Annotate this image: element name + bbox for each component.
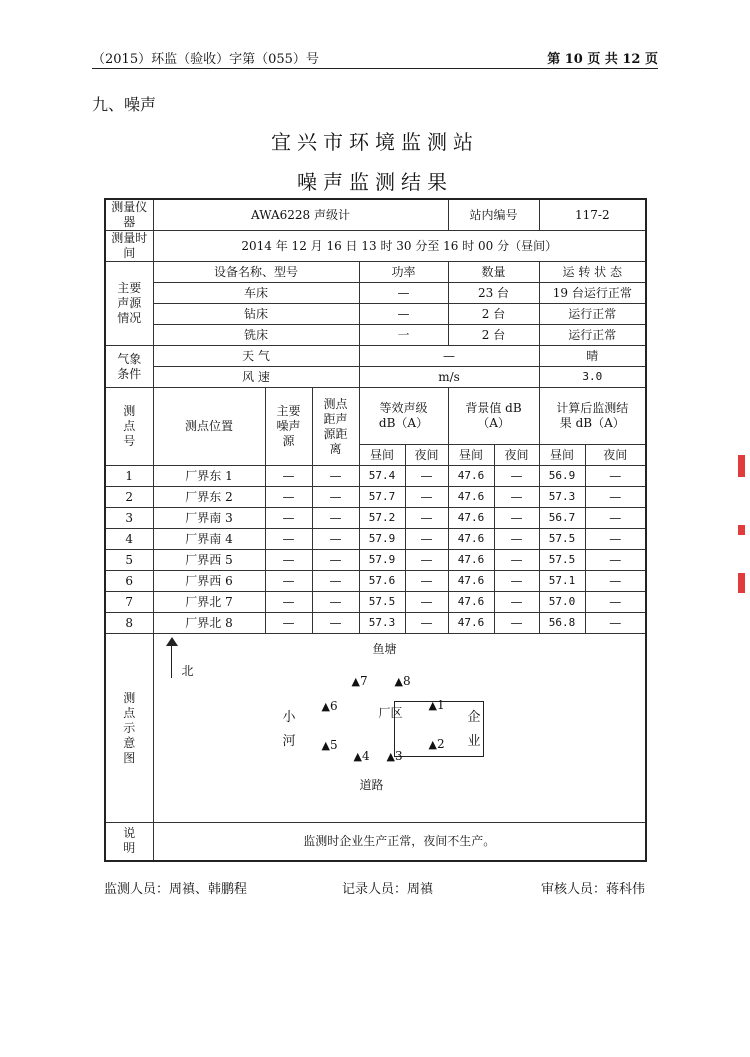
bg-night: —: [494, 613, 539, 634]
organization-title: 宜兴市环境监测站: [271, 130, 479, 154]
triangle-marker-icon: ▲: [321, 700, 330, 713]
eq-day: 57.3: [359, 613, 405, 634]
weather-value: 3.0: [539, 367, 646, 388]
source-power: —: [359, 283, 448, 304]
source-distance: —: [312, 613, 359, 634]
main-source: —: [265, 487, 312, 508]
weather-unit: m/s: [359, 367, 539, 388]
calc-night: —: [585, 571, 646, 592]
note-row: [105, 823, 646, 861]
header-main-source: 主要噪声源: [265, 388, 312, 466]
header-point-no: 测点号: [105, 388, 153, 466]
page-header: [92, 46, 658, 66]
point-4-marker: ▲4: [353, 749, 370, 763]
point-number: 7: [105, 592, 153, 613]
report-title: 噪声监测结果: [297, 170, 453, 194]
triangle-marker-icon: ▲: [321, 739, 330, 752]
header-calculated: 计算后监测结果 dB（A）: [539, 388, 646, 445]
point-number: 2: [105, 487, 153, 508]
bg-day: 47.6: [448, 571, 494, 592]
result-row: [105, 550, 646, 571]
header-eq-night: 夜间: [405, 445, 448, 466]
section-title: 九、噪声: [92, 95, 157, 114]
triangle-marker-icon: ▲: [394, 675, 403, 688]
calc-day: 56.7: [539, 508, 585, 529]
main-source: —: [265, 592, 312, 613]
bg-night: —: [494, 571, 539, 592]
point-position: 厂界北 7: [153, 592, 265, 613]
eq-night: —: [405, 550, 448, 571]
main-source: —: [265, 508, 312, 529]
weather-label: 气象条件: [105, 346, 153, 388]
source-status: 运行正常: [539, 304, 646, 325]
result-row: [105, 487, 646, 508]
recorder-staff: 记录人员：周禛: [342, 882, 434, 897]
triangle-marker-icon: ▲: [351, 675, 360, 688]
source-distance: —: [312, 529, 359, 550]
source-distance: —: [312, 508, 359, 529]
point-number: 1: [105, 466, 153, 487]
source-qty: 2 台: [448, 325, 539, 346]
result-row: [105, 466, 646, 487]
source-header-name: 设备名称、型号: [153, 262, 359, 283]
page-number: 第 10 页 共 12 页: [547, 52, 658, 67]
point-position: 厂界东 1: [153, 466, 265, 487]
calc-night: —: [585, 508, 646, 529]
point-2-marker: ▲2: [428, 737, 445, 751]
signature-line: [104, 878, 645, 898]
weather-value: 晴: [539, 346, 646, 367]
source-header-qty: 数量: [448, 262, 539, 283]
main-source: —: [265, 466, 312, 487]
triangle-marker-icon: ▲: [428, 738, 437, 751]
point-number: 3: [105, 508, 153, 529]
instrument-row: [105, 199, 646, 231]
eq-day: 57.7: [359, 487, 405, 508]
header-position: 测点位置: [153, 388, 265, 466]
time-label: 测量时间: [105, 231, 153, 262]
source-status: 运行正常: [539, 325, 646, 346]
source-distance: —: [312, 550, 359, 571]
eq-day: 57.2: [359, 508, 405, 529]
source-qty: 23 台: [448, 283, 539, 304]
triangle-marker-icon: ▲: [428, 699, 437, 712]
weather-row: [105, 346, 646, 367]
bg-day: 47.6: [448, 466, 494, 487]
header-distance: 测点距声源距离: [312, 388, 359, 466]
point-number: 5: [105, 550, 153, 571]
point-1-marker: ▲1: [428, 698, 445, 712]
eq-night: —: [405, 508, 448, 529]
eq-night: —: [405, 592, 448, 613]
results-header-row: [105, 388, 646, 445]
source-header-power: 功率: [359, 262, 448, 283]
calc-night: —: [585, 487, 646, 508]
weather-name: 天 气: [153, 346, 359, 367]
header-equivalent-level: 等效声级 dB（A）: [359, 388, 448, 445]
document-number: （2015）环监（验收）字第（055）号: [92, 52, 319, 67]
header-background: 背景值 dB（A）: [448, 388, 539, 445]
header-calc-day: 昼间: [539, 445, 585, 466]
source-header-status: 运 转 状 态: [539, 262, 646, 283]
point-6-marker: ▲6: [321, 699, 338, 713]
bg-night: —: [494, 529, 539, 550]
bg-day: 47.6: [448, 508, 494, 529]
eq-night: —: [405, 571, 448, 592]
fishpond-label: 鱼塘: [372, 642, 397, 656]
triangle-marker-icon: ▲: [353, 750, 362, 763]
bg-day: 47.6: [448, 613, 494, 634]
source-power: 一: [359, 325, 448, 346]
source-label: 主要声源情况: [105, 262, 153, 346]
bg-day: 47.6: [448, 529, 494, 550]
point-position: 厂界北 8: [153, 613, 265, 634]
eq-day: 57.9: [359, 550, 405, 571]
source-name: 钻床: [153, 304, 359, 325]
eq-day: 57.6: [359, 571, 405, 592]
point-number: 6: [105, 571, 153, 592]
point-number: 4: [105, 529, 153, 550]
main-source: —: [265, 613, 312, 634]
header-bg-night: 夜间: [494, 445, 539, 466]
source-name: 车床: [153, 283, 359, 304]
source-status: 19 台运行正常: [539, 283, 646, 304]
eq-day: 57.5: [359, 592, 405, 613]
bg-night: —: [494, 508, 539, 529]
calc-night: —: [585, 529, 646, 550]
source-row: [105, 283, 646, 304]
instrument-label: 测量仪器: [105, 199, 153, 231]
result-row: [105, 529, 646, 550]
calc-day: 57.3: [539, 487, 585, 508]
weather-name: 风 速: [153, 367, 359, 388]
main-source: —: [265, 529, 312, 550]
eq-night: —: [405, 613, 448, 634]
weather-unit: —: [359, 346, 539, 367]
source-header-row: [105, 262, 646, 283]
bg-night: —: [494, 550, 539, 571]
seal-stamp-edge: [738, 455, 748, 605]
point-number: 8: [105, 613, 153, 634]
diagram-label: 测点示意图: [105, 634, 153, 823]
bg-day: 47.6: [448, 592, 494, 613]
header-bg-day: 昼间: [448, 445, 494, 466]
calc-day: 57.0: [539, 592, 585, 613]
main-source: —: [265, 550, 312, 571]
point-8-marker: ▲8: [394, 674, 411, 688]
bg-night: —: [494, 466, 539, 487]
eq-night: —: [405, 466, 448, 487]
factory-label: 厂区: [378, 706, 403, 720]
calc-night: —: [585, 592, 646, 613]
bg-day: 47.6: [448, 487, 494, 508]
source-name: 铣床: [153, 325, 359, 346]
measurement-point-diagram: [154, 634, 646, 822]
calc-night: —: [585, 466, 646, 487]
calc-day: 56.8: [539, 613, 585, 634]
note-label: 说明: [105, 823, 153, 861]
stamp-mark: [738, 573, 745, 593]
point-position: 厂界西 5: [153, 550, 265, 571]
station-label: 站内编号: [448, 199, 539, 231]
stamp-mark: [738, 525, 745, 535]
source-distance: —: [312, 592, 359, 613]
triangle-marker-icon: ▲: [386, 750, 395, 763]
source-distance: —: [312, 466, 359, 487]
stamp-mark: [738, 455, 745, 477]
north-arrow-shaft: [171, 642, 172, 678]
time-row: [105, 231, 646, 262]
noise-monitoring-table: [104, 198, 647, 862]
bg-day: 47.6: [448, 550, 494, 571]
source-row: [105, 304, 646, 325]
point-position: 厂界南 4: [153, 529, 265, 550]
point-position: 厂界南 3: [153, 508, 265, 529]
source-qty: 2 台: [448, 304, 539, 325]
note-text: 监测时企业生产正常，夜间不生产。: [153, 823, 646, 861]
source-row: [105, 325, 646, 346]
calc-day: 57.5: [539, 529, 585, 550]
result-row: [105, 613, 646, 634]
monitor-staff: 监测人员：周禛、韩鹏程: [104, 882, 248, 897]
result-row: [105, 508, 646, 529]
point-3-marker: ▲3: [386, 749, 403, 763]
bg-night: —: [494, 592, 539, 613]
station-value: 117-2: [539, 199, 646, 231]
header-rule: [92, 68, 658, 69]
eq-day: 57.9: [359, 529, 405, 550]
source-power: —: [359, 304, 448, 325]
header-calc-night: 夜间: [585, 445, 646, 466]
enterprise-label: 企业: [467, 710, 481, 749]
source-distance: —: [312, 487, 359, 508]
time-value: 2014 年 12 月 16 日 13 时 30 分至 16 时 00 分（昼间）: [153, 231, 646, 262]
point-5-marker: ▲5: [321, 738, 338, 752]
result-row: [105, 592, 646, 613]
road-label: 道路: [359, 778, 384, 792]
calc-night: —: [585, 613, 646, 634]
north-arrow-icon: [166, 637, 178, 646]
bg-night: —: [494, 487, 539, 508]
north-label: 北: [181, 664, 194, 678]
header-eq-day: 昼间: [359, 445, 405, 466]
calc-day: 57.5: [539, 550, 585, 571]
eq-night: —: [405, 487, 448, 508]
source-distance: —: [312, 571, 359, 592]
eq-night: —: [405, 529, 448, 550]
point-position: 厂界东 2: [153, 487, 265, 508]
main-source: —: [265, 571, 312, 592]
calc-day: 57.1: [539, 571, 585, 592]
point-7-marker: ▲7: [351, 674, 368, 688]
weather-row: [105, 367, 646, 388]
result-row: [105, 571, 646, 592]
diagram-row: [105, 634, 646, 823]
eq-day: 57.4: [359, 466, 405, 487]
river-label: 小河: [282, 710, 296, 749]
reviewer-staff: 审核人员：蒋科伟: [540, 882, 645, 897]
calc-day: 56.9: [539, 466, 585, 487]
calc-night: —: [585, 550, 646, 571]
instrument-value: AWA6228 声级计: [153, 199, 448, 231]
point-position: 厂界西 6: [153, 571, 265, 592]
